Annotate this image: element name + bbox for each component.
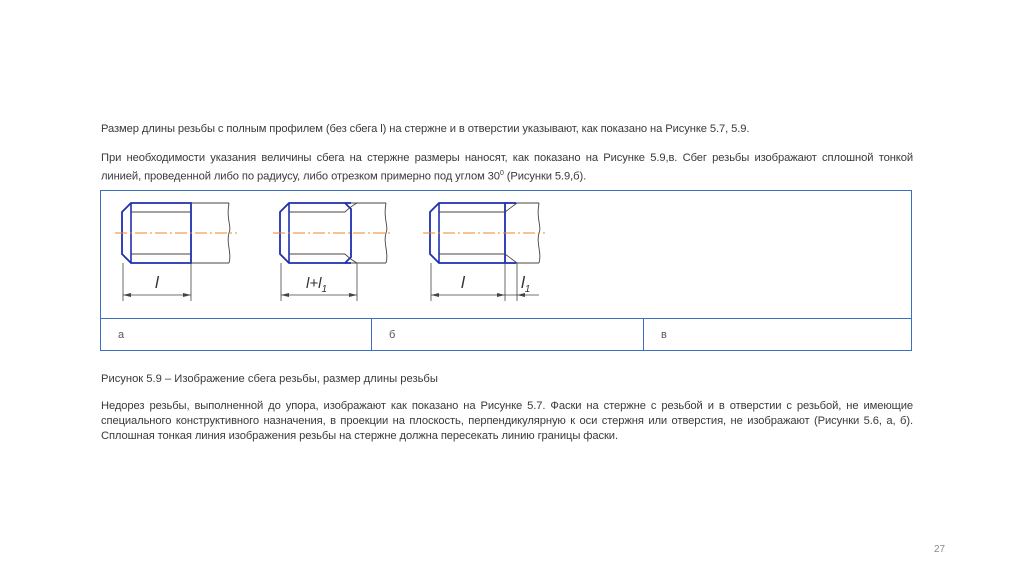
paragraph-undercut: Недорез резьбы, выполненной до упора, изображают как показано на Рисунке 5.7. Фаски на стержне с резьбой и в отверстии с резьбой, не имеющие специального конструктивного назначения, в проекции на плоскость, перпендикулярную к оси стержня или отверстия, не изображают (Рисунки 5.6, а, б). Сплошная тонкая линия изображения резьбы на стержне должна пересекать линию границы фаски.: [101, 400, 913, 442]
dim-label-v-runout-sub: 1: [524, 284, 531, 295]
dim-label-a: l: [155, 273, 159, 292]
dim-label-v: l: [461, 273, 465, 292]
drawing-b: [273, 203, 393, 301]
page-number: 27: [934, 544, 946, 555]
paragraph-runout-end: (Рисунки 5.9,б).: [503, 170, 587, 183]
paragraph-thread-length: Размер длины резьбы с полным профилем (без сбега l) на стержне и в отверстии указывают, как показано на Рисунке 5.7, 5.9.: [101, 123, 750, 135]
cell-label-a: а: [118, 329, 125, 341]
break-line-a: [228, 203, 230, 263]
dim-label-v-runout-main: l: [521, 273, 525, 292]
arrow-b-right: [349, 293, 357, 297]
paragraph-runout-dimension: [101, 151, 913, 185]
arrow-b-left: [281, 293, 289, 297]
runout-slant-v1: [505, 203, 517, 212]
paragraph-runout-text: При необходимости указания величины сбега на стержне размеры наносят, как показано на Рисунке 5.9,в. Сбег резьбы изображают сплошной тонкой линией, проведенной либо по радиусу, либо отрезком примерно под углом 30: [101, 152, 913, 183]
figure-caption: Рисунок 5.9 – Изображение сбега резьбы, размер длины резьбы: [101, 373, 438, 385]
cell-label-v: в: [643, 319, 911, 351]
drawing-a: [115, 203, 237, 301]
figure-5-9: [100, 190, 912, 351]
degree-superscript: 0: [499, 170, 504, 177]
dim-label-b-main: l+l: [306, 275, 322, 292]
arrow-a-left: [123, 293, 131, 297]
arrow-v-right: [497, 293, 505, 297]
dim-label-b-sub: 1: [321, 284, 327, 295]
thread-drawings: [101, 191, 913, 319]
break-line-b: [385, 203, 387, 263]
arrow-v-left: [431, 293, 439, 297]
dim-label-v-runout: [521, 273, 530, 295]
arrow-a-right: [183, 293, 191, 297]
runout-slant-v2: [505, 254, 517, 263]
dim-label-b: [306, 275, 327, 295]
figure-label-row: [101, 318, 911, 351]
cell-label-b: б: [371, 319, 643, 351]
